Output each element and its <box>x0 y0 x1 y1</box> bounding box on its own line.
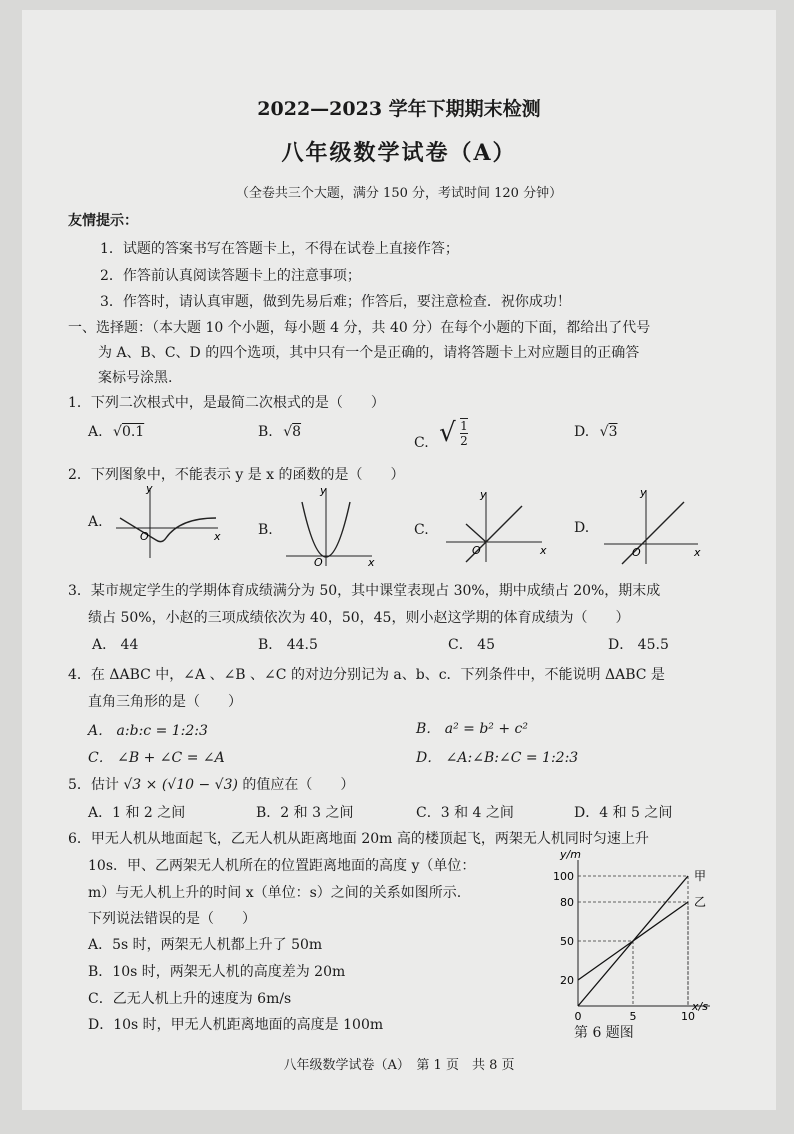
q2-graph-c <box>442 486 552 566</box>
q3-option-c: C． 45 <box>448 637 495 653</box>
exam-note: （全卷共三个大题，满分 150 分，考试时间 120 分钟） <box>235 186 563 201</box>
q2-stem: 2．下列图象中，不能表示 y 是 x 的函数的是（ ） <box>68 467 405 483</box>
x-tick-label: 5 <box>629 1010 637 1020</box>
sqrt-expr: √8 <box>283 424 302 440</box>
q6-line-chart <box>522 846 722 1020</box>
q2-label-d: D. <box>574 520 590 536</box>
svg-text:y: y <box>640 486 647 499</box>
q6-stem-cont: m）与无人机上升的时间 x（单位：s）之间的关系如图所示. <box>88 885 462 901</box>
svg-text:x: x <box>694 546 701 559</box>
q4-option-d: D． ∠A:∠B:∠C = 1:2:3 <box>416 750 579 766</box>
svg-text:x: x <box>368 556 375 569</box>
svg-text:O: O <box>314 556 323 569</box>
q2-graph-b <box>280 482 380 570</box>
x-tick-label: 0 <box>574 1010 582 1020</box>
section-heading: 一、选择题：（本大题 10 个小题，每小题 4 分，共 40 分）在每个小题的下面，都给出了代号 <box>68 320 651 336</box>
tip-item: 2．作答前认真阅读答题卡上的注意事项； <box>100 268 361 284</box>
y-tick-label: 80 <box>560 896 574 909</box>
q6-option-b: B．10s 时，两架无人机的高度差为 20m <box>88 964 346 980</box>
q1-option-a: A. √0.1 <box>88 424 145 440</box>
x-axis-label: x/s <box>692 1000 708 1013</box>
q6-option-a: A．5s 时，两架无人机都上升了 50m <box>88 937 323 953</box>
q4-stem: 4．在 ΔABC 中，∠A 、∠B 、∠C 的对边分别记为 a、b、c．下列条件中，不能说明 ΔABC 是 <box>68 667 665 683</box>
q3-option-b: B． 44.5 <box>258 637 318 653</box>
q4-option-c: C． ∠B + ∠C = ∠A <box>88 750 225 766</box>
q4-option-b: B． a² = b² + c² <box>416 721 528 737</box>
q6-stem: 6．甲无人机从地面起飞，乙无人机从距离地面 20m 高的楼顶起飞，两架无人机同时匀速上升 <box>68 831 649 847</box>
q5-option-a: A．1 和 2 之间 <box>88 805 186 821</box>
tips-heading: 友情提示： <box>68 213 138 229</box>
q4-option-a: A． a:b:c = 1:2:3 <box>88 723 208 739</box>
q6-option-d: D．10s 时，甲无人机距离地面的高度是 100m <box>88 1017 384 1033</box>
q1-stem: 1．下列二次根式中，是最简二次根式的是（ ） <box>68 395 385 411</box>
tip-item: 3．作答时，请认真审题，做到先易后难；作答后，要注意检查．祝你成功！ <box>100 294 571 310</box>
q1-option-c: C. √ $\frac{1}{2}$ <box>414 414 468 448</box>
q6-figure-caption: 第 6 题图 <box>574 1025 634 1041</box>
q3-option-a: A． 44 <box>92 637 139 653</box>
series-label: 乙 <box>694 895 707 909</box>
q3-option-d: D． 45.5 <box>608 637 669 653</box>
q2-label-b: B. <box>258 522 273 538</box>
svg-text:y: y <box>320 484 327 497</box>
y-tick-label: 20 <box>560 974 574 987</box>
q3-stem-cont: 绩占 50%，小赵的三项成绩依次为 40，50，45，则小赵这学期的体育成绩为（ ） <box>88 610 630 626</box>
q5-stem: 5．估计 √3 × (√10 − √3) 的值应在（ ） <box>68 777 355 793</box>
q2-label-c: C. <box>414 522 429 538</box>
x-tick-label: 10 <box>681 1010 695 1020</box>
q6-stem-cont: 下列说法错误的是（ ） <box>88 911 256 927</box>
q2-graph-a <box>108 482 228 562</box>
svg-text:O: O <box>632 546 641 559</box>
sqrt-expr: √3 <box>599 424 618 440</box>
section-text: 为 A、B、C、D 的四个选项，其中只有一个是正确的，请将答题卡上对应题目的正确答 <box>98 345 640 361</box>
exam-title-year: 2022—2023 学年下期期末检测 <box>257 98 541 120</box>
svg-text:x: x <box>540 544 547 557</box>
q5-option-b: B．2 和 3 之间 <box>256 805 354 821</box>
q5-option-d: D．4 和 5 之间 <box>574 805 673 821</box>
exam-title: 八年级数学试卷（A） <box>281 140 517 166</box>
q5-option-c: C．3 和 4 之间 <box>416 805 514 821</box>
sqrt-fraction: √ $\frac{1}{2}$ <box>439 418 468 448</box>
page-footer: 八年级数学试卷（A） 第 1 页 共 8 页 <box>283 1058 515 1073</box>
svg-text:O: O <box>472 544 481 557</box>
q1-option-d: D. √3 <box>574 424 618 440</box>
q5-expression: √3 × (√10 − √3) <box>123 777 238 793</box>
section-text: 案标号涂黑. <box>98 370 173 386</box>
q3-stem: 3．某市规定学生的学期体育成绩满分为 50，其中课堂表现占 30%，期中成绩占 20%，期末成 <box>68 583 661 599</box>
series-label: 甲 <box>694 869 707 883</box>
tip-item: 1．试题的答案书写在答题卡上，不得在试卷上直接作答； <box>100 241 459 257</box>
q4-stem-cont: 直角三角形的是（ ） <box>88 694 242 710</box>
exam-page <box>22 10 776 1110</box>
y-tick-label: 50 <box>560 935 574 948</box>
sqrt-expr: √0.1 <box>113 424 145 440</box>
svg-text:O: O <box>140 530 149 543</box>
y-tick-label: 100 <box>553 870 574 883</box>
svg-text:y: y <box>480 488 487 501</box>
y-axis-label: y/m <box>560 848 581 861</box>
q6-option-c: C．乙无人机上升的速度为 6m/s <box>88 991 292 1007</box>
q1-option-b: B. √8 <box>258 424 302 440</box>
svg-text:y: y <box>146 482 153 495</box>
q2-graph-d <box>600 484 710 566</box>
q6-stem-cont: 10s．甲、乙两架无人机所在的位置距离地面的高度 y（单位： <box>88 858 476 874</box>
q2-label-a: A. <box>88 514 103 530</box>
svg-text:x: x <box>214 530 221 543</box>
